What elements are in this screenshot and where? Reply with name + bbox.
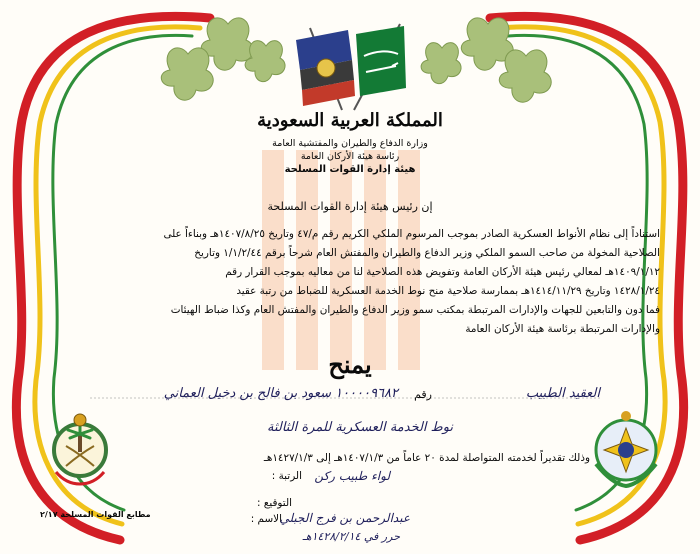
kingdom-title: المملكة العربية السعودية (257, 110, 443, 131)
body-line-4: ١٤٢٨/١/٢٤ وتاريخ ١٤١٤/١١/٢٩هـ بممارسة صلاحية منح نوط الخدمة العسكرية للضباط من رتبة عقيد (236, 285, 660, 297)
signer-rank-label: الرتبة : (271, 470, 302, 482)
body-line-5: فما دون والتابعين للجهات والإدارات المرتبطة بمكتب سمو وزير الدفاع والطيران والمفتش العام وكذا ضباط الهيئات (170, 304, 660, 316)
saudi-flag-icon (354, 24, 406, 110)
signature-label: التوقيع : (257, 497, 292, 509)
recipient-number-label: رقم (414, 388, 432, 401)
signer-name-label: الاسم : (250, 513, 282, 525)
appreciation-line: وذلك تقديراً لخدمته المتواصلة لمدة ٢٠ عاماً من ١٤٠٧/١/٣هـ إلى ١٤٢٧/١/٣هـ (263, 452, 590, 464)
signer-name-value: عبدالرحمن بن فرج الجبلي (279, 511, 410, 525)
admin-authority-line: هيئة إدارة القوات المسلحة (284, 164, 416, 175)
chief-of-staff-line: رئاسة هيئة الأركان العامة (300, 151, 400, 162)
body-line-2: الصلاحية المخولة من صاحب السمو الملكي وزير الدفاع والطيران والمفتش العام شرحاً برقم ١/١/٢/٤٤ وتاريخ (194, 247, 660, 259)
addressee-line: إن رئيس هيئة إدارة القوات المسلحة (267, 200, 433, 213)
grant-word: يمنح (328, 350, 372, 379)
armed-forces-flag-icon (296, 28, 355, 110)
printer-imprint: مطابع القوات المسلحة ٢/١٧ (40, 510, 151, 519)
body-line-1: استناداً إلى نظام الأنواط العسكرية الصادر بموجب المرسوم الملكي الكريم رقم م/٤٧ وتاريخ ١٤٠٧/٨/٢٥هـ وبناءاً على (163, 228, 660, 240)
signer-rank-value: لواء طبيب ركن (314, 469, 390, 483)
laurel-leaves-right (421, 18, 551, 102)
armed-forces-emblem-icon (596, 411, 656, 486)
date-written: حرر في ١٤٢٨/٢/١٤هـ (302, 530, 400, 543)
center-stripes (262, 150, 420, 370)
palm-swords-emblem-icon (54, 414, 106, 484)
body-line-6: والإدارات المرتبطة برئاسة هيئة الأركان العامة (465, 323, 660, 335)
medal-name: نوط الخدمة العسكرية للمرة الثالثة (266, 420, 454, 435)
recipient-name: ١٠٠٠٠٩٦٨٢ سعود بن فالح بن دخيل العماني (163, 386, 398, 401)
ministry-line: وزارة الدفاع والطيران والمفتشية العامة (272, 138, 428, 149)
laurel-leaves-left (161, 18, 285, 100)
body-line-3: ١٤٠٩/١/١٢هـ لمعالي رئيس هيئة الأركان العامة وتفويض هذه الصلاحية لنا من معاليه بموجب القرار رقم (225, 266, 660, 278)
recipient-rank: العقيد الطبيب (525, 386, 600, 401)
